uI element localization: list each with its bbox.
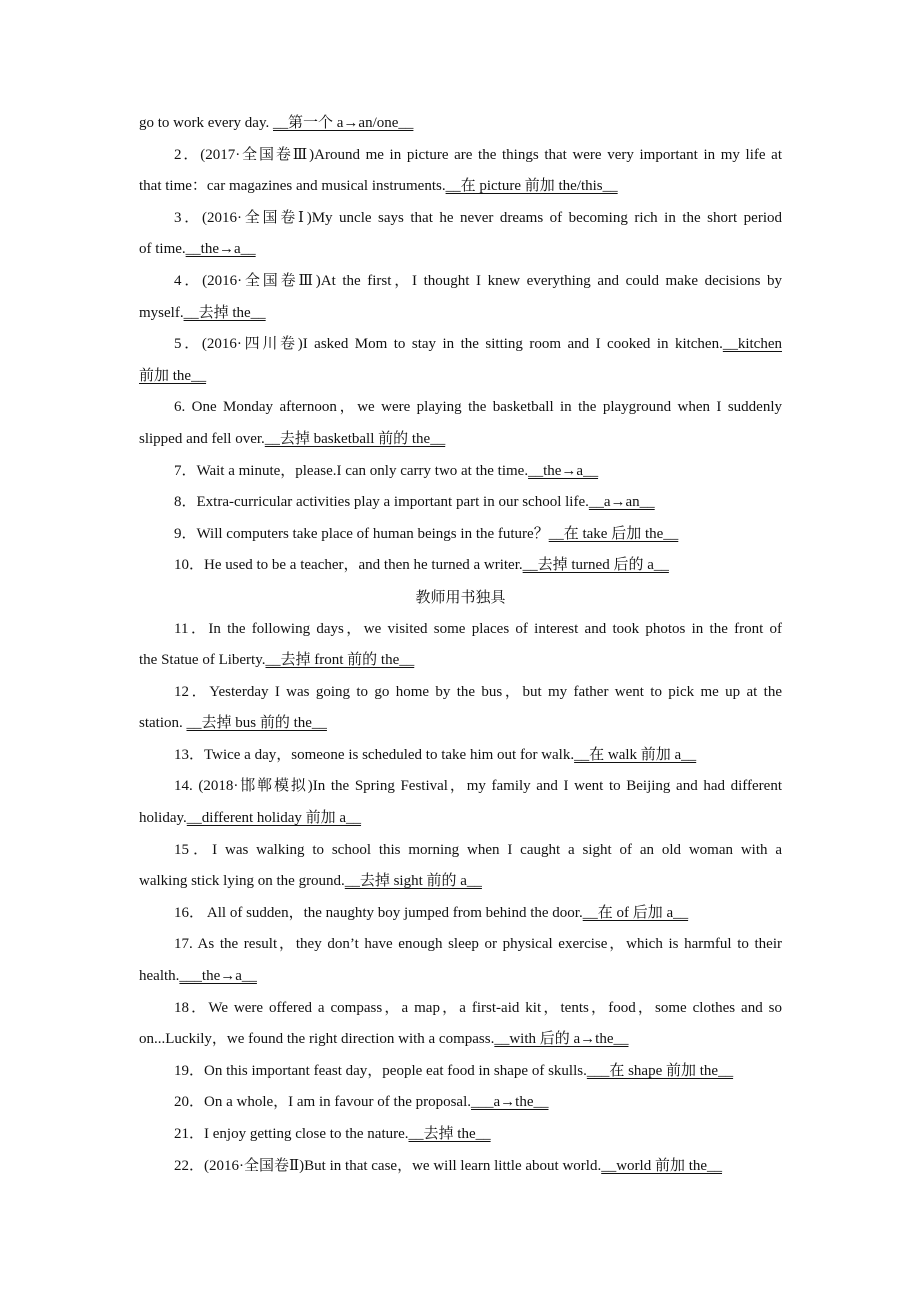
line-12: 8．Extra-curricular activities play a important part in our school life.__a→an__ xyxy=(174,494,655,511)
line-32: 21．I enjoy getting close to the nature.__去掉 the__ xyxy=(174,1126,491,1142)
line-8 xyxy=(139,361,782,393)
line-21: 14. (2018·邯郸模拟)In the Spring Festival，my family and I went to Beijing and had different xyxy=(174,778,782,795)
answer: __kitchen xyxy=(722,336,782,353)
answer: __去掉 the__ xyxy=(408,1126,491,1142)
answer: __在 take 后加 the__ xyxy=(548,525,679,542)
answer: __在 picture 前加 the/this__ xyxy=(445,178,618,195)
line-20: 13．Twice a day，someone is scheduled to take him out for walk.__在 walk 前加 a__ xyxy=(174,746,697,763)
line-16: 11．In the following days，we visited some places of interest and took photos in the front of xyxy=(174,620,782,637)
line-24: walking stick lying on the ground.__去掉 sight 前的 a__ xyxy=(139,873,482,890)
line-1: 2．(2017·全国卷Ⅲ)Around me in picture are the things that were very important in my life at xyxy=(174,146,782,163)
line-29: on...Luckily，we found the right direction with a compass.__with 后的 a→the__ xyxy=(139,1031,629,1048)
line-31: 20．On a whole，I am in favour of the proposal.___a→the__ xyxy=(174,1094,549,1111)
line-30: 19．On this important feast day，people eat food in shape of skulls.___在 shape 前加 the__ xyxy=(174,1062,734,1079)
answer: __去掉 bus 前的 the__ xyxy=(186,715,327,732)
answer: __a→an__ xyxy=(588,494,655,511)
answer: ___在 shape 前加 the__ xyxy=(586,1062,734,1079)
answer: __去掉 turned 后的 a__ xyxy=(522,557,669,574)
answer: __去掉 front 前的 the__ xyxy=(265,652,415,669)
line-18: 12．Yesterday I was going to go home by the bus，but my father went to pick me up at the xyxy=(174,683,782,700)
line-11: 7．Wait a minute，please.I can only carry two at the time.__the→a__ xyxy=(174,462,599,479)
answer: __world 前加 the__ xyxy=(601,1157,723,1174)
line-10: slipped and fell over.__去掉 basketball 前的 the__ xyxy=(139,430,446,447)
exercise-list xyxy=(139,108,782,1182)
line-25: 16． All of sudden，the naughty boy jumped from behind the door.__在 of 后加 a__ xyxy=(174,904,689,921)
line-3: 3．(2016·全国卷Ⅰ)My uncle says that he never dreams of becoming rich in the short period xyxy=(174,209,782,226)
answer: __在 walk 前加 a__ xyxy=(574,746,697,763)
line-27: health.___the→a__ xyxy=(139,968,257,985)
answer: __去掉 the__ xyxy=(183,304,266,321)
line-0: go to work every day. __第一个 a→an/one__ xyxy=(139,115,414,131)
answer: __第一个 a→an/one__ xyxy=(273,115,414,131)
line-7: 5．(2016·四川卷)I asked Mom to stay in the sitting room and I cooked in kitchen.__kitchen xyxy=(174,336,782,353)
answer: __with 后的 a→the__ xyxy=(494,1031,629,1048)
answer: __the→a__ xyxy=(528,462,599,479)
line-2: that time：car magazines and musical instruments.__在 picture 前加 the/this__ xyxy=(139,178,618,195)
line-23: 15．I was walking to school this morning when I caught a sight of an old woman with a xyxy=(174,841,782,858)
line-6: myself.__去掉 the__ xyxy=(139,304,266,321)
section-heading: 教师用书独具 xyxy=(415,587,506,606)
line-13: 9．Will computers take place of human beings in the future？__在 take 后加 the__ xyxy=(174,525,679,542)
answer: __在 of 后加 a__ xyxy=(582,904,689,921)
line-17: the Statue of Liberty.__去掉 front 前的 the__ xyxy=(139,652,415,669)
line-22: holiday.__different holiday 前加 a__ xyxy=(139,810,362,827)
line-5: 4．(2016·全国卷Ⅲ)At the first，I thought I knew everything and could make decisions by xyxy=(174,272,782,289)
answer: __去掉 basketball 前的 the__ xyxy=(264,430,446,447)
line-28: 18．We were offered a compass，a map，a first-aid kit，tents，food，some clothes and so xyxy=(174,999,782,1016)
line-9: 6. One Monday afternoon，we were playing the basketball in the playground when I suddenly xyxy=(174,399,782,416)
line-26: 17. As the result，they don’t have enough sleep or physical exercise，which is harmful to their xyxy=(174,936,782,953)
line-14: 10．He used to be a teacher，and then he turned a writer.__去掉 turned 后的 a__ xyxy=(174,557,669,574)
answer: 前加 the__ xyxy=(139,367,207,384)
answer: ___the→a__ xyxy=(179,968,257,985)
answer: ___a→the__ xyxy=(471,1094,549,1111)
line-33: 22．(2016·全国卷Ⅱ)But in that case，we will learn little about world.__world 前加 the__ xyxy=(174,1157,723,1174)
answer: __去掉 sight 前的 a__ xyxy=(344,873,482,890)
line-19: station. __去掉 bus 前的 the__ xyxy=(139,715,327,732)
line-4: of time.__the→a__ xyxy=(139,241,256,258)
answer: __the→a__ xyxy=(185,241,256,258)
answer: __different holiday 前加 a__ xyxy=(186,810,362,827)
